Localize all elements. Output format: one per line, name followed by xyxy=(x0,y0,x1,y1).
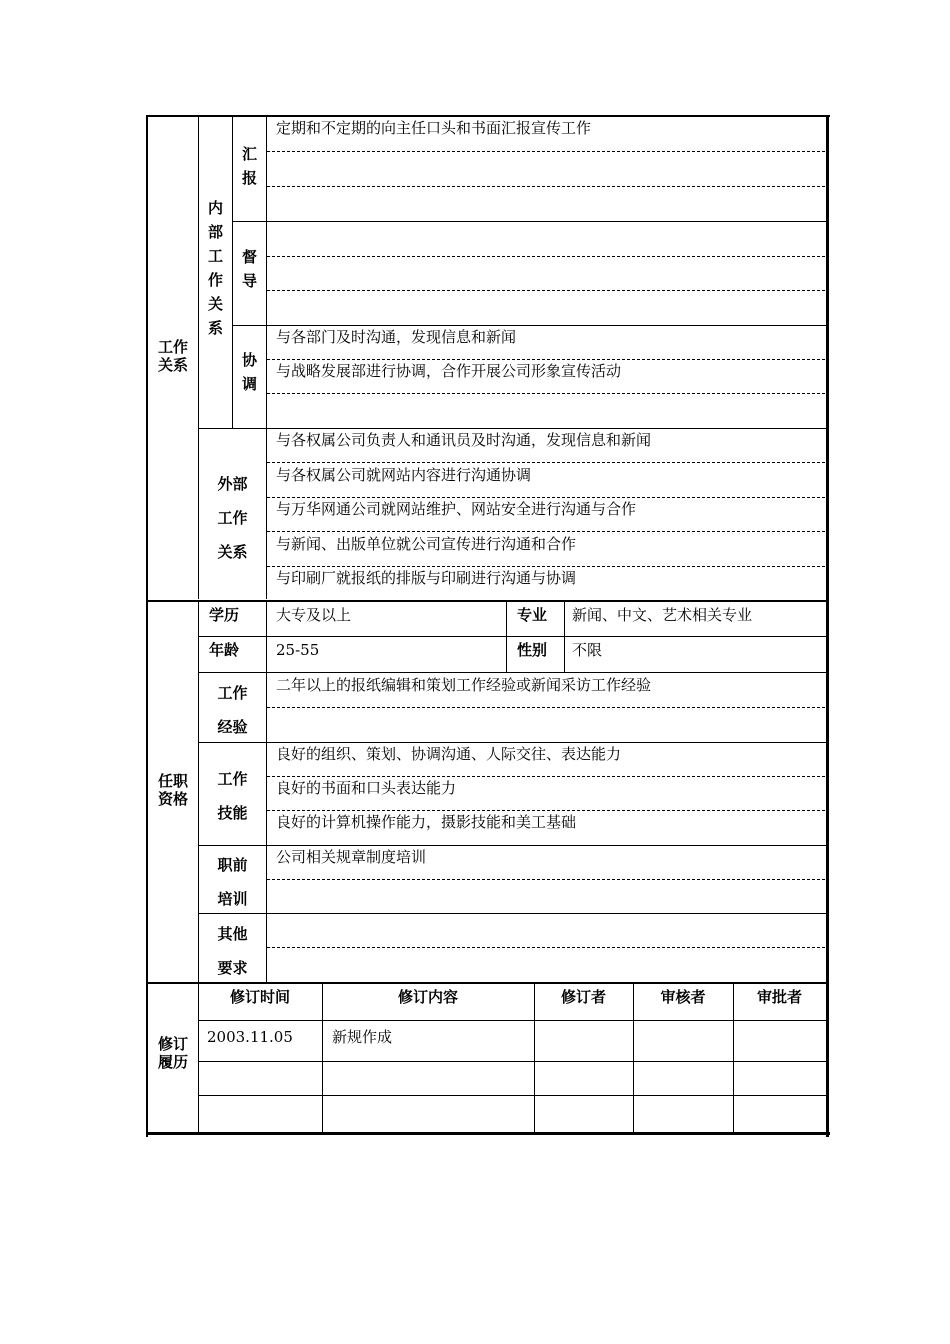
header-approver: 审批者 xyxy=(756,988,802,1006)
gender-label: 性别 xyxy=(516,641,547,659)
skills-line-2: 良好的书面和口头表达能力 xyxy=(276,779,457,797)
other-requirements-label: 其他 要求 xyxy=(217,925,248,977)
header-revision-time: 修订时间 xyxy=(229,988,290,1006)
report-line-1: 定期和不定期的向主任口头和书面汇报宣传工作 xyxy=(276,119,592,137)
header-revision-content: 修订内容 xyxy=(397,988,458,1006)
external-line-2: 与各权属公司就网站内容进行沟通协调 xyxy=(276,466,532,484)
qualifications-label: 任职资格 xyxy=(157,772,188,808)
coordinate-label: 协调 xyxy=(241,351,257,393)
training-label: 职前 培训 xyxy=(217,856,248,908)
skills-label: 工作 技能 xyxy=(217,770,248,822)
experience-label: 工作 经验 xyxy=(217,684,248,736)
supervise-label: 督导 xyxy=(241,248,257,290)
coordinate-line-2: 与战略发展部进行协调，合作开展公司形象宣传活动 xyxy=(276,362,622,380)
external-line-1: 与各权属公司负责人和通讯员及时沟通，发现信息和新闻 xyxy=(276,431,652,449)
training-line-1: 公司相关规章制度培训 xyxy=(276,848,427,866)
external-line-3: 与万华网通公司就网站维护、网站安全进行沟通与合作 xyxy=(276,500,637,518)
skills-line-1: 良好的组织、策划、协调沟通、人际交往、表达能力 xyxy=(276,745,622,763)
report-label: 汇报 xyxy=(241,145,257,187)
internal-relations-label: 内部工作关系 xyxy=(207,199,223,337)
external-line-5: 与印刷厂就报纸的排版与印刷进行沟通与协调 xyxy=(276,569,577,587)
header-reviser: 修订者 xyxy=(560,988,606,1006)
table-row-1-time: 2003.11.05 xyxy=(207,1028,293,1046)
external-line-4: 与新闻、出版单位就公司宣传进行沟通和合作 xyxy=(276,535,577,553)
education-label: 学历 xyxy=(208,606,239,624)
age-value: 25-55 xyxy=(276,641,320,659)
coordinate-line-1: 与各部门及时沟通，发现信息和新闻 xyxy=(276,328,517,346)
work-relations-label: 工作关系 xyxy=(157,338,188,374)
experience-line-1: 二年以上的报纸编辑和策划工作经验或新闻采访工作经验 xyxy=(276,676,652,694)
table-row-1-content: 新规作成 xyxy=(332,1028,393,1046)
revision-history-label: 修订履历 xyxy=(157,1035,188,1071)
gender-value: 不限 xyxy=(572,641,603,659)
major-label: 专业 xyxy=(516,606,547,624)
education-value: 大专及以上 xyxy=(276,606,352,624)
skills-line-3: 良好的计算机操作能力，摄影技能和美工基础 xyxy=(276,813,577,831)
major-value: 新闻、中文、艺术相关专业 xyxy=(572,606,753,624)
external-relations-label: 外部 工作 关系 xyxy=(217,475,248,561)
age-label: 年龄 xyxy=(208,641,239,659)
header-reviewer: 审核者 xyxy=(660,988,706,1006)
